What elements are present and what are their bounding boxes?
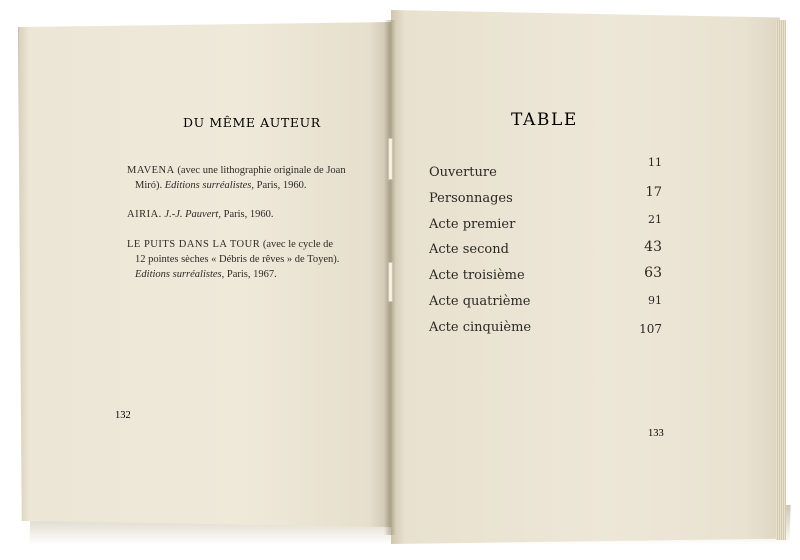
entry-text: Paris, 1960.	[254, 180, 307, 191]
toc-entry-page: 11	[648, 156, 662, 169]
toc-entry-label: Acte second	[429, 242, 509, 257]
work-title: LE PUITS DANS LA TOUR	[127, 239, 261, 250]
toc-entry-page: 107	[639, 322, 662, 336]
entry-text: (avec une lithographie originale de Joan	[174, 165, 346, 176]
table-heading: TABLE	[511, 110, 578, 130]
entry-text: 12 pointes sèches « Débris de rêves » de Toyen).	[135, 254, 340, 265]
work-title: MAVENA	[127, 165, 175, 176]
entry-text: (avec le cycle de	[260, 239, 334, 250]
other-works-heading: DU MÊME AUTEUR	[183, 115, 321, 130]
binding-thread	[388, 138, 393, 180]
entry-text: Miró).	[135, 180, 165, 191]
toc-entry-label: Ouverture	[429, 165, 497, 180]
toc-entry-label: Acte cinquième	[429, 320, 532, 335]
page-number-right: 133	[648, 428, 664, 439]
toc-entry-label: Acte premier	[429, 217, 516, 232]
bibliography-entry	[127, 163, 363, 193]
toc-entry-page: 63	[644, 265, 662, 281]
page-edges	[776, 20, 786, 540]
toc-entry-label: Acte quatrième	[429, 294, 531, 309]
bibliography-entry	[127, 207, 363, 222]
toc-entry-label: Personnages	[429, 191, 513, 206]
entry-text: Paris, 1960.	[220, 209, 274, 220]
work-title: AIRIA.	[127, 209, 162, 220]
toc-entry-page: 17	[645, 185, 662, 200]
publisher-name: J.-J. Pauvert,	[161, 209, 221, 220]
publisher-name: Editions surréalistes,	[135, 269, 225, 280]
toc-entry-label: Acte troisième	[429, 268, 525, 283]
entry-text: Paris, 1967.	[224, 269, 277, 280]
binding-thread	[388, 262, 393, 302]
toc-entry-page: 43	[644, 239, 662, 255]
publisher-name: Editions surréalistes,	[164, 180, 255, 191]
page-number-left: 132	[115, 410, 131, 421]
bibliography-entry	[127, 237, 363, 282]
toc-entry-page: 21	[648, 213, 662, 226]
toc-entry-page: 91	[648, 294, 662, 307]
